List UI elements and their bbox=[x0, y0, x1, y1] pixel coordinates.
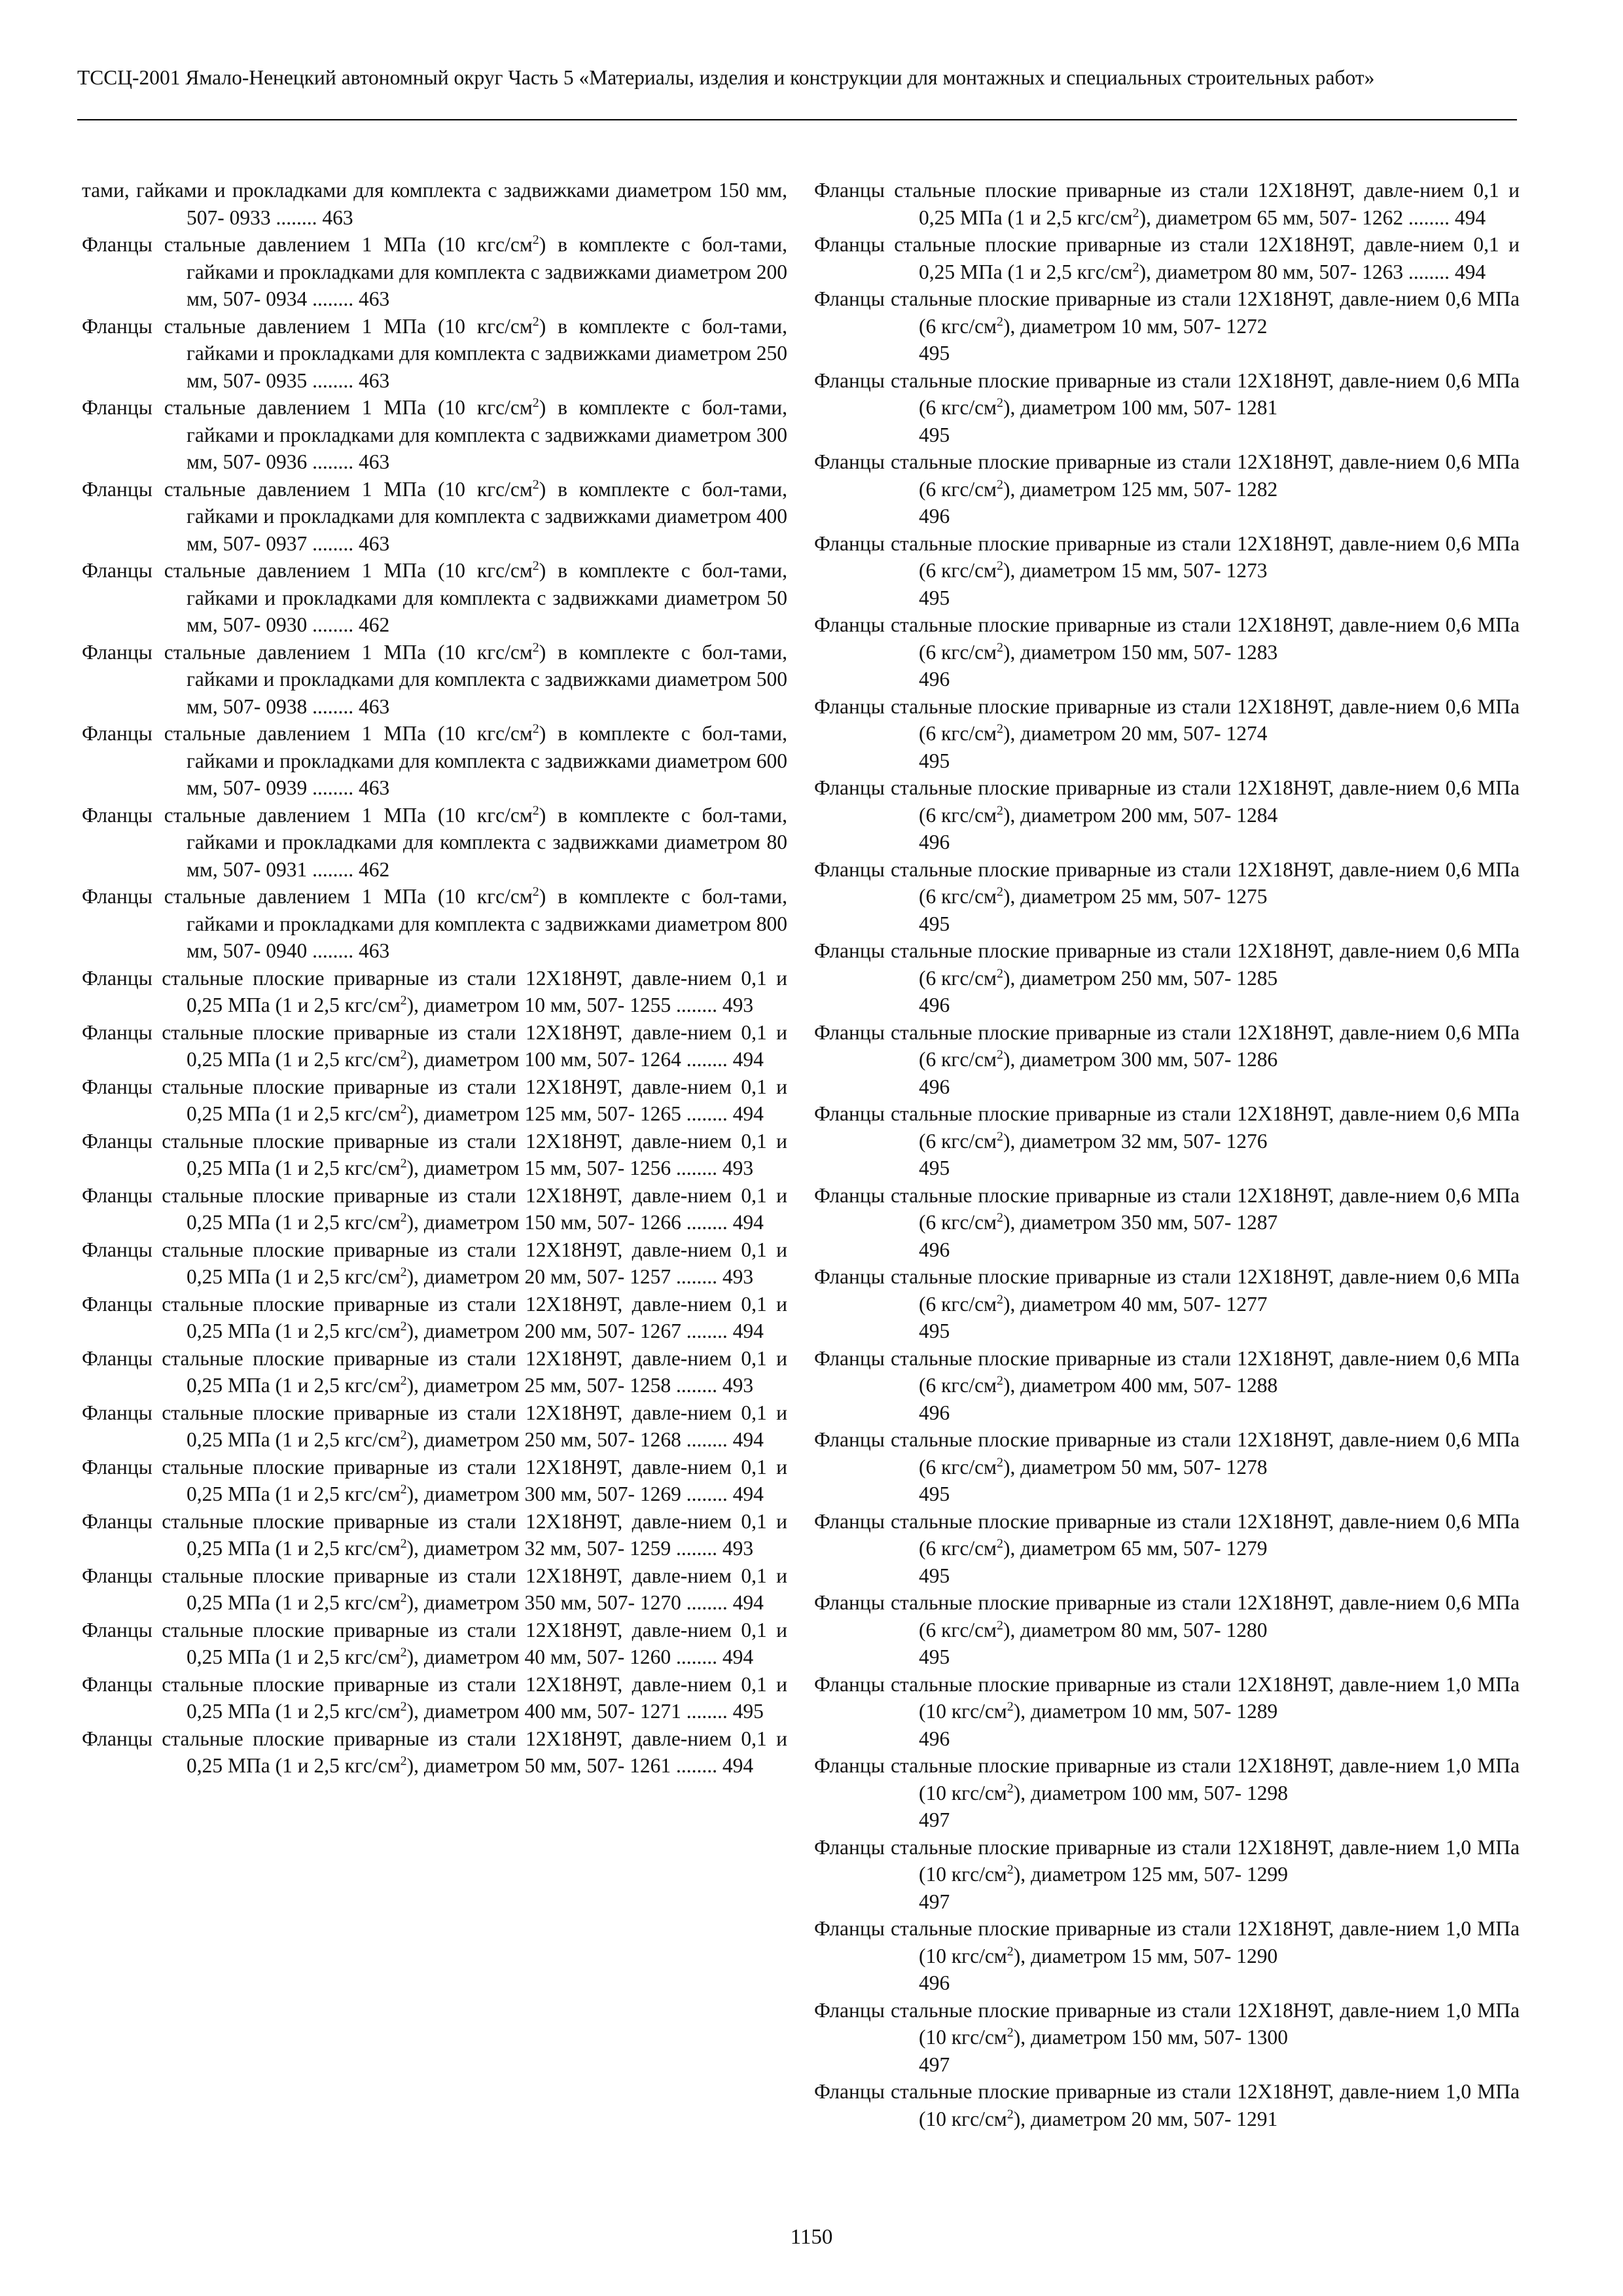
entry-heading: Фланцы стальные плоские приварные из стали 12Х18Н9Т, давле- bbox=[82, 1672, 688, 1696]
entry-text: нием 0,6 МПа (6 кгс/$см^2$), диаметром 125 мм, 507- 1282 bbox=[919, 450, 1520, 501]
index-entry bbox=[82, 557, 787, 639]
entry-page-ref: 494 bbox=[732, 1102, 764, 1125]
entry-heading: Фланцы стальные плоские приварные из стали 12Х18Н9Т, давле- bbox=[814, 1428, 1396, 1451]
index-entry bbox=[82, 1345, 787, 1399]
index-entry bbox=[814, 1997, 1520, 2079]
entry-heading: Фланцы стальные плоские приварные из стали 12Х18Н9Т, давле- bbox=[82, 1129, 688, 1153]
entry-heading: Фланцы стальные плоские приварные из стали 12Х18Н9Т, давле- bbox=[814, 1265, 1396, 1288]
dot-leader: ........ bbox=[671, 1265, 722, 1288]
entry-text: нием 0,1 и 0,25 МПа (1 и 2,5 кгс/$см^2$), диаметром 300 мм, 507- 1269 bbox=[187, 1455, 787, 1505]
entry-heading: Фланцы стальные давлением 1 МПа (10 кгс/$см^2$) в комплекте с бол- bbox=[82, 721, 740, 745]
entry-text: нием 1,0 МПа (10 кгс/$см^2$), диаметром 10 мм, 507- 1289 bbox=[919, 1672, 1520, 1723]
index-column-left bbox=[82, 177, 787, 1780]
entry-heading: Фланцы стальные плоские приварные из стали 12Х18Н9Т, давле- bbox=[814, 1020, 1396, 1044]
dot-leader: ........ bbox=[307, 939, 359, 962]
index-entry bbox=[814, 231, 1520, 285]
entry-text: нием 0,1 и 0,25 МПа (1 и 2,5 кгс/$см^2$), диаметром 100 мм, 507- 1264 bbox=[187, 1020, 787, 1071]
dot-leader: ........ bbox=[681, 1048, 733, 1071]
entry-page-ref: 496 bbox=[919, 1075, 950, 1098]
dot-leader: ........ bbox=[307, 450, 359, 473]
entry-page-ref: 494 bbox=[732, 1048, 764, 1071]
entry-page-ref: 463 bbox=[358, 287, 390, 310]
entry-text: тами, гайками и прокладками для комплекта с задвижками диаметром 800 мм, 507- 0940 bbox=[187, 885, 787, 962]
entry-page-ref: 463 bbox=[358, 694, 390, 718]
index-entry bbox=[814, 1345, 1520, 1427]
index-entry bbox=[82, 476, 787, 558]
entry-page-ref: 496 bbox=[919, 1971, 950, 1994]
entry-text: нием 1,0 МПа (10 кгс/$см^2$), диаметром 20 мм, 507- 1291 bbox=[919, 2080, 1520, 2130]
entry-text: тами, гайками и прокладками для комплекта с задвижками диаметром 500 мм, 507- 0938 bbox=[187, 640, 787, 718]
entry-heading: Фланцы стальные плоские приварные из стали 12Х18Н9Т, давле- bbox=[82, 1346, 688, 1370]
index-entry bbox=[814, 856, 1520, 938]
entry-page-ref: 494 bbox=[1454, 260, 1486, 283]
index-entry bbox=[814, 774, 1520, 856]
entry-text: нием 1,0 МПа (10 кгс/$см^2$), диаметром 125 мм, 507- 1299 bbox=[919, 1835, 1520, 1886]
entry-heading: Фланцы стальные плоские приварные из стали 12Х18Н9Т, давле- bbox=[82, 1401, 688, 1424]
entry-heading: Фланцы стальные плоские приварные из стали 12Х18Н9Т, давле- bbox=[82, 1020, 688, 1044]
index-entry bbox=[82, 802, 787, 884]
entry-page-ref: 494 bbox=[732, 1319, 764, 1342]
entry-heading: Фланцы стальные плоские приварные из стали 12Х18Н9Т, давле- bbox=[82, 1727, 688, 1750]
index-entry bbox=[814, 693, 1520, 775]
entry-heading: Фланцы стальные плоские приварные из стали 12Х18Н9Т, давле- bbox=[814, 1183, 1396, 1207]
dot-leader: ........ bbox=[681, 1102, 733, 1125]
entry-text: нием 0,1 и 0,25 МПа (1 и 2,5 кгс/$см^2$), диаметром 10 мм, 507- 1255 bbox=[187, 966, 787, 1016]
index-entry bbox=[814, 367, 1520, 449]
dot-leader: ........ bbox=[681, 1700, 733, 1723]
entry-text: нием 0,6 МПа (6 кгс/$см^2$), диаметром 150 мм, 507- 1283 bbox=[919, 613, 1520, 664]
entry-page-ref: 463 bbox=[358, 450, 390, 473]
entry-page-ref: 495 bbox=[919, 423, 950, 446]
index-entry bbox=[82, 1128, 787, 1182]
entry-page-ref: 495 bbox=[919, 586, 950, 609]
entry-heading: Фланцы стальные плоские приварные из стали 12Х18Н9Т, давле- bbox=[814, 776, 1396, 799]
entry-heading: Фланцы стальные плоские приварные из стали 12Х18Н9Т, давле- bbox=[814, 613, 1396, 636]
entry-page-ref: 494 bbox=[732, 1591, 764, 1614]
entry-text: тами, гайками и прокладками для комплекта с задвижками диаметром 600 мм, 507- 0939 bbox=[187, 722, 787, 799]
entry-text: нием 0,6 МПа (6 кгс/$см^2$), диаметром 32 мм, 507- 1276 bbox=[919, 1102, 1520, 1153]
entry-heading: Фланцы стальные давлением 1 МПа (10 кгс/$см^2$) в комплекте с бол- bbox=[82, 884, 740, 908]
entry-text: нием 0,6 МПа (6 кгс/$см^2$), диаметром 15 мм, 507- 1273 bbox=[919, 531, 1520, 582]
entry-page-ref: 493 bbox=[722, 1537, 754, 1560]
entry-heading: Фланцы стальные плоские приварные из стали 12Х18Н9Т, давле- bbox=[814, 1346, 1396, 1370]
entry-page-ref: 495 bbox=[919, 1482, 950, 1505]
index-entry bbox=[814, 177, 1520, 231]
dot-leader: ........ bbox=[671, 1754, 722, 1777]
index-entry bbox=[82, 1617, 787, 1671]
index-entry bbox=[82, 1019, 787, 1073]
index-entry bbox=[82, 639, 787, 721]
entry-text: нием 0,1 и 0,25 МПа (1 и 2,5 кгс/$см^2$), диаметром 400 мм, 507- 1271 bbox=[187, 1672, 787, 1723]
index-entry bbox=[82, 231, 787, 313]
entry-text: нием 0,1 и 0,25 МПа (1 и 2,5 кгс/$см^2$), диаметром 40 мм, 507- 1260 bbox=[187, 1618, 787, 1668]
entry-heading: Фланцы стальные давлением 1 МПа (10 кгс/$см^2$) в комплекте с бол- bbox=[82, 314, 740, 338]
entry-page-ref: 495 bbox=[732, 1700, 764, 1723]
entry-text: нием 0,1 и 0,25 МПа (1 и 2,5 кгс/$см^2$), диаметром 350 мм, 507- 1270 bbox=[187, 1564, 787, 1614]
index-entry bbox=[82, 1508, 787, 1562]
entry-heading: Фланцы стальные плоские приварные из стали 12Х18Н9Т, давле- bbox=[82, 1618, 688, 1641]
dot-leader: ........ bbox=[307, 613, 359, 636]
entry-text: тами, гайками и прокладками для комплекта с задвижками диаметром 250 мм, 507- 0935 bbox=[187, 314, 787, 392]
entry-text: нием 0,1 и 0,25 МПа (1 и 2,5 кгс/$см^2$), диаметром 125 мм, 507- 1265 bbox=[187, 1075, 787, 1125]
index-entry bbox=[814, 1915, 1520, 1997]
entry-text: нием 0,6 МПа (6 кгс/$см^2$), диаметром 25 мм, 507- 1275 bbox=[919, 857, 1520, 908]
entry-page-ref: 463 bbox=[358, 776, 390, 799]
entry-page-ref: 463 bbox=[322, 206, 353, 229]
entry-heading: Фланцы стальные плоские приварные из стали 12Х18Н9Т, давле- bbox=[82, 1075, 688, 1098]
entry-text: тами, гайками и прокладками для комплекта с задвижками диаметром 300 мм, 507- 0936 bbox=[187, 396, 787, 473]
index-entry bbox=[814, 1182, 1520, 1264]
entry-page-ref: 496 bbox=[919, 994, 950, 1016]
entry-heading: Фланцы стальные плоские приварные из стали 12Х18Н9Т, давле- bbox=[814, 368, 1396, 392]
entry-heading: Фланцы стальные плоские приварные из стали 12Х18Н9Т, давле- bbox=[82, 1183, 688, 1207]
entry-heading: Фланцы стальные плоские приварные из стали 12Х18Н9Т, давле- bbox=[814, 1998, 1396, 2022]
entry-text: нием 0,1 и 0,25 МПа (1 и 2,5 кгс/$см^2$), диаметром 150 мм, 507- 1266 bbox=[187, 1183, 787, 1234]
entry-heading: Фланцы стальные плоские приварные из стали 12Х18Н9Т, давле- bbox=[82, 1509, 688, 1533]
entry-text: нием 0,1 и 0,25 МПа (1 и 2,5 кгс/$см^2$), диаметром 20 мм, 507- 1257 bbox=[187, 1238, 787, 1288]
entry-heading: Фланцы стальные плоские приварные из стали 12Х18Н9Т, давле- bbox=[82, 966, 688, 990]
entry-page-ref: 496 bbox=[919, 668, 950, 691]
index-entry bbox=[814, 1671, 1520, 1753]
entry-text: нием 0,6 МПа (6 кгс/$см^2$), диаметром 65 мм, 507- 1279 bbox=[919, 1509, 1520, 1560]
index-column-right bbox=[814, 177, 1520, 2132]
entry-page-ref: 495 bbox=[919, 749, 950, 772]
dot-leader: ........ bbox=[671, 994, 722, 1016]
entry-page-ref: 463 bbox=[358, 368, 390, 392]
entry-heading: Фланцы стальные давлением 1 МПа (10 кгс/$см^2$) в комплекте с бол- bbox=[82, 232, 740, 256]
dot-leader: ........ bbox=[681, 1482, 733, 1505]
entry-page-ref: 463 bbox=[358, 531, 390, 555]
entry-heading: Фланцы стальные плоские приварные из стали 12Х18Н9Т, давле- bbox=[82, 1455, 688, 1479]
entry-page-ref: 493 bbox=[722, 1265, 754, 1288]
entry-page-ref: 495 bbox=[919, 1157, 950, 1179]
dot-leader: ........ bbox=[681, 1591, 733, 1614]
entry-page-ref: 497 bbox=[919, 1890, 950, 1913]
entry-page-ref: 493 bbox=[722, 994, 754, 1016]
entry-page-ref: 497 bbox=[919, 1808, 950, 1831]
entry-text: нием 0,6 МПа (6 кгс/$см^2$), диаметром 100 мм, 507- 1281 bbox=[919, 368, 1520, 419]
entry-text: нием 1,0 МПа (10 кгс/$см^2$), диаметром 15 мм, 507- 1290 bbox=[919, 1917, 1520, 1967]
index-entry bbox=[814, 1508, 1520, 1590]
entry-text: нием 0,6 МПа (6 кгс/$см^2$), диаметром 350 мм, 507- 1287 bbox=[919, 1183, 1520, 1234]
index-entry bbox=[814, 530, 1520, 612]
entry-heading: Фланцы стальные плоские приварные из стали 12Х18Н9Т, давле- bbox=[814, 450, 1396, 473]
entry-heading: Фланцы стальные плоские приварные из стали 12Х18Н9Т, давле- bbox=[814, 531, 1396, 555]
index-entry bbox=[814, 611, 1520, 693]
running-header: ТССЦ-2001 Ямало-Ненецкий автономный округ Часть 5 «Материалы, изделия и конструкции для монтажных и специальных строительных работ» bbox=[77, 66, 1375, 89]
dot-leader: ........ bbox=[307, 776, 359, 799]
entry-text: тами, гайками и прокладками для комплекта с задвижками диаметром 150 мм, 507- 0933 bbox=[82, 179, 787, 229]
entry-heading: Фланцы стальные давлением 1 МПа (10 кгс/$см^2$) в комплекте с бол- bbox=[82, 558, 740, 582]
dot-leader: ........ bbox=[681, 1428, 733, 1451]
header-divider bbox=[77, 119, 1517, 120]
index-entry bbox=[814, 285, 1520, 367]
entry-text: нием 0,1 и 0,25 МПа (1 и 2,5 кгс/$см^2$), диаметром 250 мм, 507- 1268 bbox=[187, 1401, 787, 1451]
entry-text: нием 0,1 и 0,25 МПа (1 и 2,5 кгс/$см^2$), диаметром 15 мм, 507- 1256 bbox=[187, 1129, 787, 1179]
entry-page-ref: 494 bbox=[732, 1211, 764, 1234]
entry-text: тами, гайками и прокладками для комплекта с задвижками диаметром 50 мм, 507- 0930 bbox=[187, 559, 787, 636]
entry-text: нием 0,1 и 0,25 МПа (1 и 2,5 кгс/$см^2$), диаметром 25 мм, 507- 1258 bbox=[187, 1346, 787, 1397]
dot-leader: ........ bbox=[681, 1319, 733, 1342]
entry-heading: Фланцы стальные плоские приварные из стали 12Х18Н9Т, давле- bbox=[814, 2080, 1396, 2103]
dot-leader: ........ bbox=[307, 694, 359, 718]
entry-heading: Фланцы стальные плоские приварные из стали 12Х18Н9Т, давле- bbox=[82, 1292, 688, 1316]
index-entry bbox=[814, 1426, 1520, 1508]
entry-text: нием 0,6 МПа (6 кгс/$см^2$), диаметром 10 мм, 507- 1272 bbox=[919, 287, 1520, 338]
dot-leader: ........ bbox=[307, 368, 359, 392]
dot-leader: ........ bbox=[307, 287, 359, 310]
index-entry bbox=[82, 1073, 787, 1128]
dot-leader: ........ bbox=[671, 1157, 722, 1179]
index-entry bbox=[814, 1019, 1520, 1101]
entry-text: нием 1,0 МПа (10 кгс/$см^2$), диаметром 150 мм, 507- 1300 bbox=[919, 1998, 1520, 2049]
entry-page-ref: 494 bbox=[722, 1754, 754, 1777]
entry-page-ref: 495 bbox=[919, 1564, 950, 1587]
index-entry bbox=[814, 1263, 1520, 1345]
entry-heading: Фланцы стальные плоские приварные из стали 12Х18Н9Т, давле- bbox=[82, 1564, 688, 1587]
entry-text: нием 0,6 МПа (6 кгс/$см^2$), диаметром 20 мм, 507- 1274 bbox=[919, 694, 1520, 745]
index-entry bbox=[82, 720, 787, 802]
index-entry bbox=[814, 1589, 1520, 1671]
entry-heading: Фланцы стальные плоские приварные из стали 12Х18Н9Т, давле- bbox=[814, 1917, 1396, 1940]
entry-heading: Фланцы стальные плоские приварные из стали 12Х18Н9Т, давле- bbox=[814, 857, 1396, 881]
dot-leader: ........ bbox=[307, 531, 359, 555]
index-entry bbox=[82, 883, 787, 965]
entry-text: тами, гайками и прокладками для комплекта с задвижками диаметром 80 мм, 507- 0931 bbox=[187, 803, 787, 881]
dot-leader: ........ bbox=[681, 1211, 733, 1234]
index-entry bbox=[82, 1236, 787, 1291]
entry-text: нием 0,6 МПа (6 кгс/$см^2$), диаметром 40 мм, 507- 1277 bbox=[919, 1265, 1520, 1316]
entry-page-ref: 496 bbox=[919, 1727, 950, 1750]
dot-leader: ........ bbox=[1403, 206, 1455, 229]
index-entry bbox=[82, 1291, 787, 1345]
index-entry bbox=[814, 2078, 1520, 2132]
entry-text: нием 1,0 МПа (10 кгс/$см^2$), диаметром 100 мм, 507- 1298 bbox=[919, 1754, 1520, 1804]
entry-page-ref: 496 bbox=[919, 831, 950, 853]
dot-leader: ........ bbox=[671, 1645, 722, 1668]
entry-text: нием 0,1 и 0,25 МПа (1 и 2,5 кгс/$см^2$), диаметром 65 мм, 507- 1262 bbox=[919, 179, 1520, 229]
entry-page-ref: 494 bbox=[722, 1645, 754, 1668]
index-entry bbox=[82, 1562, 787, 1617]
entry-page-ref: 463 bbox=[358, 939, 390, 962]
dot-leader: ........ bbox=[671, 1537, 722, 1560]
index-entry bbox=[814, 1100, 1520, 1182]
entry-heading: Фланцы стальные плоские приварные из стали 12Х18Н9Т, давле- bbox=[814, 179, 1420, 202]
dot-leader: ........ bbox=[1403, 260, 1455, 283]
entry-heading: Фланцы стальные плоские приварные из стали 12Х18Н9Т, давле- bbox=[814, 1591, 1396, 1614]
index-entry bbox=[814, 1752, 1520, 1834]
dot-leader: ........ bbox=[307, 857, 359, 881]
entry-heading: Фланцы стальные плоские приварные из стали 12Х18Н9Т, давле- bbox=[814, 1835, 1396, 1859]
entry-heading: Фланцы стальные давлением 1 МПа (10 кгс/$см^2$) в комплекте с бол- bbox=[82, 640, 740, 664]
entry-page-ref: 496 bbox=[919, 505, 950, 528]
entry-heading: Фланцы стальные давлением 1 МПа (10 кгс/$см^2$) в комплекте с бол- bbox=[82, 477, 740, 501]
entry-heading: Фланцы стальные давлением 1 МПа (10 кгс/$см^2$) в комплекте с бол- bbox=[82, 803, 740, 827]
entry-heading: Фланцы стальные плоские приварные из стали 12Х18Н9Т, давле- bbox=[814, 1509, 1396, 1533]
entry-text: нием 0,6 МПа (6 кгс/$см^2$), диаметром 300 мм, 507- 1286 bbox=[919, 1020, 1520, 1071]
entry-page-ref: 495 bbox=[919, 1319, 950, 1342]
index-entry bbox=[82, 313, 787, 395]
entry-page-ref: 494 bbox=[1454, 206, 1486, 229]
entry-text: нием 0,6 МПа (6 кгс/$см^2$), диаметром 80 мм, 507- 1280 bbox=[919, 1591, 1520, 1641]
dot-leader: ........ bbox=[270, 206, 323, 229]
entry-page-ref: 495 bbox=[919, 1645, 950, 1668]
index-entry bbox=[814, 937, 1520, 1019]
entry-text: нием 0,6 МПа (6 кгс/$см^2$), диаметром 50 мм, 507- 1278 bbox=[919, 1428, 1520, 1479]
entry-heading: Фланцы стальные плоские приварные из стали 12Х18Н9Т, давле- bbox=[814, 1672, 1396, 1696]
entry-page-ref: 495 bbox=[919, 912, 950, 935]
index-entry bbox=[82, 1399, 787, 1454]
entry-text: нием 0,1 и 0,25 МПа (1 и 2,5 кгс/$см^2$), диаметром 200 мм, 507- 1267 bbox=[187, 1292, 787, 1342]
entry-heading: Фланцы стальные давлением 1 МПа (10 кгс/$см^2$) в комплекте с бол- bbox=[82, 395, 740, 419]
entry-page-ref: 496 bbox=[919, 1401, 950, 1424]
index-entry bbox=[82, 1182, 787, 1236]
entry-page-ref: 494 bbox=[732, 1428, 764, 1451]
entry-page-ref: 462 bbox=[358, 857, 390, 881]
entry-heading: Фланцы стальные плоские приварные из стали 12Х18Н9Т, давле- bbox=[814, 1102, 1396, 1125]
entry-text: нием 0,1 и 0,25 МПа (1 и 2,5 кгс/$см^2$), диаметром 80 мм, 507- 1263 bbox=[919, 233, 1520, 283]
entry-heading: Фланцы стальные плоские приварные из стали 12Х18Н9Т, давле- bbox=[814, 233, 1420, 256]
entry-text: тами, гайками и прокладками для комплекта с задвижками диаметром 400 мм, 507- 0937 bbox=[187, 477, 787, 555]
page-number: 1150 bbox=[790, 2225, 833, 2249]
entry-text: тами, гайками и прокладками для комплекта с задвижками диаметром 200 мм, 507- 0934 bbox=[187, 233, 787, 310]
entry-page-ref: 493 bbox=[722, 1374, 754, 1397]
entry-page-ref: 462 bbox=[358, 613, 390, 636]
index-entry bbox=[82, 1671, 787, 1725]
index-entry bbox=[82, 1454, 787, 1508]
entry-text: нием 0,6 МПа (6 кгс/$см^2$), диаметром 200 мм, 507- 1284 bbox=[919, 776, 1520, 827]
dot-leader: ........ bbox=[671, 1374, 722, 1397]
index-entry bbox=[82, 177, 787, 231]
entry-heading: Фланцы стальные плоские приварные из стали 12Х18Н9Т, давле- bbox=[814, 1754, 1396, 1777]
index-entry bbox=[82, 965, 787, 1019]
entry-heading: Фланцы стальные плоские приварные из стали 12Х18Н9Т, давле- bbox=[82, 1238, 688, 1261]
entry-page-ref: 494 bbox=[732, 1482, 764, 1505]
entry-page-ref: 493 bbox=[722, 1157, 754, 1179]
index-entry bbox=[814, 448, 1520, 530]
entry-page-ref: 496 bbox=[919, 1238, 950, 1261]
entry-text: нием 0,6 МПа (6 кгс/$см^2$), диаметром 400 мм, 507- 1288 bbox=[919, 1346, 1520, 1397]
index-entry bbox=[814, 1834, 1520, 1916]
index-entry bbox=[82, 1725, 787, 1780]
entry-text: нием 0,6 МПа (6 кгс/$см^2$), диаметром 250 мм, 507- 1285 bbox=[919, 939, 1520, 990]
entry-heading: Фланцы стальные плоские приварные из стали 12Х18Н9Т, давле- bbox=[814, 939, 1396, 962]
entry-page-ref: 495 bbox=[919, 342, 950, 365]
entry-text: нием 0,1 и 0,25 МПа (1 и 2,5 кгс/$см^2$), диаметром 50 мм, 507- 1261 bbox=[187, 1727, 787, 1777]
entry-heading: Фланцы стальные плоские приварные из стали 12Х18Н9Т, давле- bbox=[814, 694, 1396, 718]
entry-page-ref: 497 bbox=[919, 2053, 950, 2076]
index-entry bbox=[82, 394, 787, 476]
entry-heading: Фланцы стальные плоские приварные из стали 12Х18Н9Т, давле- bbox=[814, 287, 1396, 310]
entry-text: нием 0,1 и 0,25 МПа (1 и 2,5 кгс/$см^2$), диаметром 32 мм, 507- 1259 bbox=[187, 1509, 787, 1560]
